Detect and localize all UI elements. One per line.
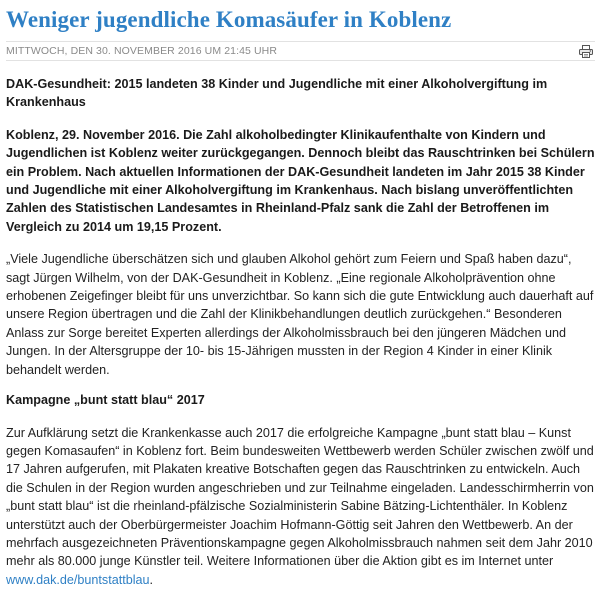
- article-paragraph-2: [6, 424, 595, 590]
- printer-icon[interactable]: [579, 45, 593, 58]
- article-lead: DAK-Gesundheit: 2015 landeten 38 Kinder und Jugendliche mit einer Alkoholvergiftung im Krankenhaus: [6, 77, 548, 110]
- article-meta-bar: [6, 41, 595, 61]
- article-date: MITTWOCH, DEN 30. NOVEMBER 2016 UM 21:45 UHR: [6, 45, 278, 57]
- article-paragraph: „Viele Jugendliche überschätzen sich und glauben Alkohol gehört zum Feiern und Spaß haben dazu“, sagt Jürgen Wilhelm, von der DAK-Gesundheit in Koblenz. „Eine regionale Alkoholprävention ohne erhobenen Zeigefinger bleibt für uns unverzichtbar. So kann sich die gute Entwicklung auch dauerhaft auf unsere Region übertragen und die Zahl der Klinikbehandlungen deutlich zurückgehen.“ Besonderen Anlass zur Sorge bereitet Experten allerdings der Alkoholmissbrauch bei den jüngeren Mädchen und Jungen. In der Altersgruppe der 10- bis 15-Jährigen mussten in der Region 4 Kinder in einer Klinik behandelt werden.: [6, 252, 594, 377]
- article-title: Weniger jugendliche Komasäufer in Koblenz: [6, 7, 452, 32]
- article-body: [6, 75, 595, 589]
- paragraph-2-end: .: [149, 572, 154, 587]
- campaign-link[interactable]: www.dak.de/buntstattblau: [6, 572, 150, 587]
- article-intro: Koblenz, 29. November 2016. Die Zahl alkoholbedingter Klinikaufenthalte von Kindern und Jugendlichen ist Koblenz weiter zurückgegangen. Dennoch bleibt das Rauschtrinken bei Schülern ein Problem. Nach aktuellen Informationen der DAK-Gesundheit landeten im Jahr 2015 38 Kinder und Jugendliche mit einer Alkoholvergiftung im Krankenhaus. Nach bislang unveröffentlichten Zahlen des Statistischen Landesamtes in Rheinland-Pfalz sank die Zahl der Betroffenen im Vergleich zu 2014 um 19,15 Prozent.: [6, 127, 595, 234]
- paragraph-2-text: Zur Aufklärung setzt die Krankenkasse auch 2017 die erfolgreiche Kampagne „bunt statt blau – Kunst gegen Komasaufen“ in Koblenz fort. Beim bundesweiten Wettbewerb werden Schüler zwischen zwölf und 17 Jahren aufgerufen, mit Plakaten kreative Botschaften gegen das Rauschtrinken zu entwickeln. Auch die Schulen in der Region wurden angeschrieben und zur Teilnahme eingeladen. Landesschirmherrin von „bunt statt blau“ ist die rheinland-pfälzische Sozialministerin Sabine Bätzing-Lichtenthäler. In Koblenz unterstützt auch der Oberbürgermeister Joachim Hofmann-Göttig seit Jahren den Wettbewerb. An der mehrfach ausgezeichneten Präventionskampagne gegen Alkoholmissbrauch nahmen seit dem Jahr 2010 mehr als 80.000 junge Künstler teil. Weitere Informationen über die Aktion gibt es im Internet unter: [6, 425, 594, 569]
- article-subheading: Kampagne „bunt statt blau“ 2017: [6, 393, 205, 408]
